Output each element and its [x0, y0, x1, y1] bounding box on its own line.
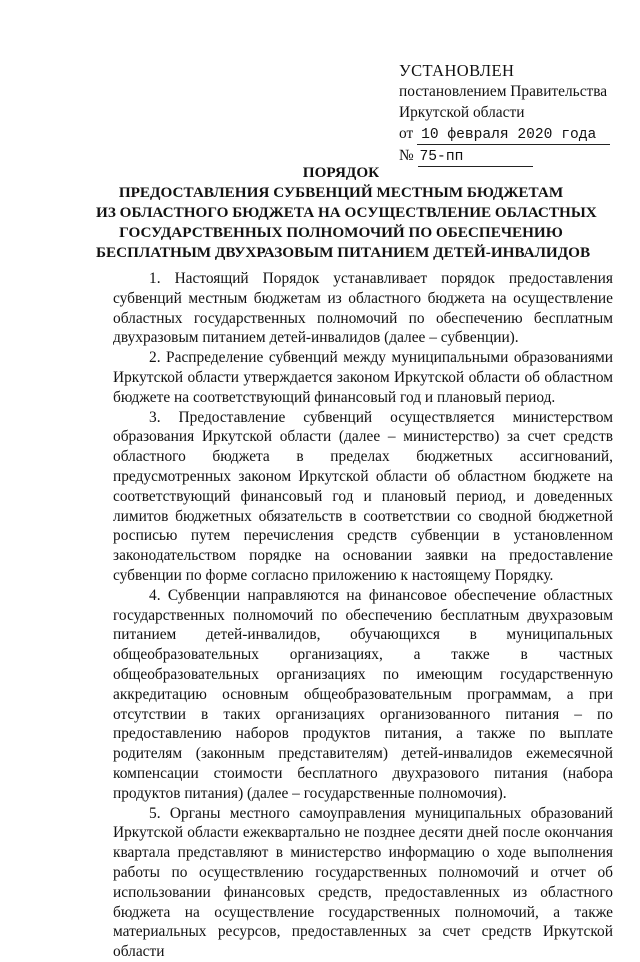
heading-line-3: ИЗ ОБЛАСТНОГО БЮДЖЕТА НА ОСУЩЕСТВЛЕНИЕ ОБЛАСТНЫХ — [96, 204, 597, 221]
approval-date-prefix: от — [399, 125, 414, 142]
paragraph-5: 5. Органы местного самоуправления муниципальных образований Иркутской области ежеквартально не позднее десяти дней после окончания квартала представляют в министерство информацию о ходе выполнения работы по осуществлению государственных полномочий и отчет об использовании финансовых средств, предоставленных из областного бюджета на осуществление государственных полномочий, а также материальных ресурсов, предоставленных за счет средств Иркутской области — [113, 804, 613, 961]
approval-line-2: Иркутской области — [399, 104, 525, 121]
paragraph-3: 3. Предоставление субвенций осуществляется министерством образования Иркутской области (далее – министерство) за счет средств областного бюджета в пределах бюджетных ассигнований, предусмотренных законом Иркутской области об областном бюджете на соответствующий финансовый год и плановый период, и доведенных лимитов бюджетных обязательств в соответствии со сводной бюджетной росписью путем перечисления средств субвенции в установленном законодательством порядке на основании заявки на предоставление субвенции по форме согласно приложению к настоящему Порядку. — [113, 408, 613, 584]
approval-stamp — [399, 60, 614, 167]
heading-line-4: ГОСУДАРСТВЕННЫХ ПОЛНОМОЧИЙ ПО ОБЕСПЕЧЕНИЮ — [119, 224, 563, 241]
approval-title: УСТАНОВЛЕН — [399, 61, 515, 80]
paragraph-2: 2. Распределение субвенций между муниципальными образованиями Иркутской области утверждается законом Иркутской области об областном бюджете на соответствующий финансовый год и плановый период. — [113, 349, 613, 406]
approval-date — [399, 123, 614, 145]
heading-line-1: ПОРЯДОК — [302, 164, 380, 181]
approval-date-value: 10 февраля 2020 года — [417, 127, 610, 145]
approval-line-1: постановлением Правительства — [399, 83, 608, 100]
document-heading — [96, 163, 597, 263]
paragraph-4: 4. Субвенции направляются на финансовое обеспечение областных государственных полномочий по обеспечению бесплатным двухразовым питанием детей-инвалидов, обучающихся в муниципальных общеобразовательных организациях, а также в частных общеобразовательных организациях по имеющим государственную аккредитацию основным общеобразовательным программам, а при отсутствии в таких организациях организованного питания – по предоставлению наборов продуктов питания, а также по выплате родителям (законным представителям) детей-инвалидов ежемесячной компенсации стоимости бесплатного двухразового питания (набора продуктов питания) (далее – государственные полномочия). — [113, 586, 613, 802]
approval-number-prefix: № — [399, 147, 414, 164]
approval-number-value: 75-пп — [418, 149, 534, 167]
document-body — [113, 269, 613, 962]
paragraph-1: 1. Настоящий Порядок устанавливает порядок предоставления субвенций местным бюджетам из областного бюджета на осуществление областных государственных полномочий по обеспечению бесплатным двухразовым питанием детей-инвалидов (далее – субвенции). — [113, 270, 613, 347]
heading-line-5: БЕСПЛАТНЫМ ДВУХРАЗОВЫМ ПИТАНИЕМ ДЕТЕЙ-ИНВАЛИДОВ — [96, 244, 591, 261]
heading-line-2: ПРЕДОСТАВЛЕНИЯ СУБВЕНЦИЙ МЕСТНЫМ БЮДЖЕТАМ — [118, 184, 564, 201]
